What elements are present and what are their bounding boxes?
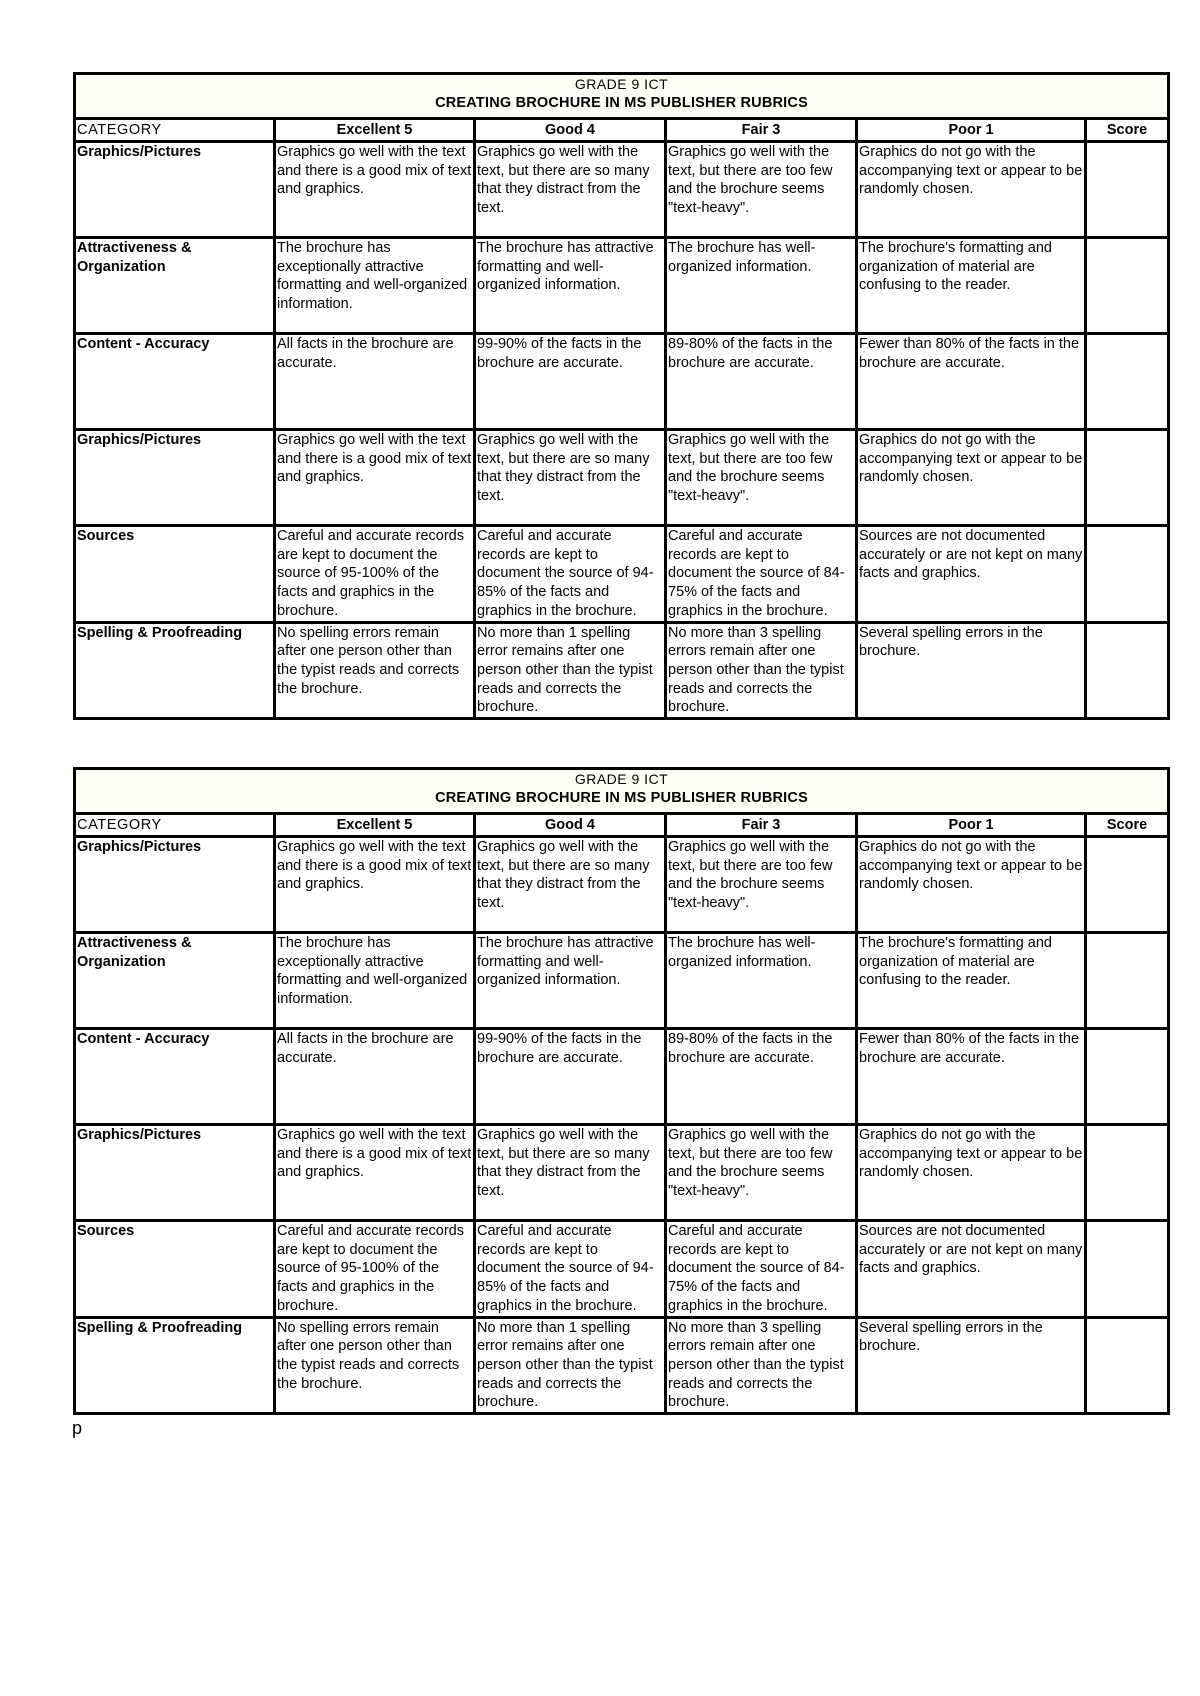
descriptor-poor: The brochure's formatting and organization of material are confusing to the reader.: [857, 238, 1086, 334]
descriptor-fair: Careful and accurate records are kept to document the source of 84-75% of the facts and graphics in the brochure.: [666, 1221, 857, 1318]
descriptor-poor: Graphics do not go with the accompanying text or appear to be randomly chosen.: [857, 837, 1086, 933]
criterion-label: Graphics/Pictures: [75, 837, 275, 933]
descriptor-poor: Fewer than 80% of the facts in the brochure are accurate.: [857, 334, 1086, 430]
descriptor-good: 99-90% of the facts in the brochure are accurate.: [475, 1029, 666, 1125]
category-header: CATEGORY: [75, 814, 275, 837]
score-cell[interactable]: [1086, 334, 1169, 430]
criterion-label: Spelling & Proofreading: [75, 622, 275, 719]
criterion-label: Graphics/Pictures: [75, 430, 275, 526]
descriptor-excellent: Graphics go well with the text and there is a good mix of text and graphics.: [275, 430, 475, 526]
table-row: [75, 334, 1169, 430]
table-row: [75, 1125, 1169, 1221]
score-cell[interactable]: [1086, 430, 1169, 526]
level-header-good: Good 4: [475, 814, 666, 837]
table-row: [75, 526, 1169, 623]
criterion-label: Content - Accuracy: [75, 334, 275, 430]
descriptor-poor: Sources are not documented accurately or are not kept on many facts and graphics.: [857, 1221, 1086, 1318]
descriptor-poor: Several spelling errors in the brochure.: [857, 1317, 1086, 1414]
criterion-label: Sources: [75, 526, 275, 623]
table-row: [75, 430, 1169, 526]
descriptor-good: Graphics go well with the text, but there are so many that they distract from the text.: [475, 430, 666, 526]
descriptor-excellent: All facts in the brochure are accurate.: [275, 334, 475, 430]
descriptor-excellent: Graphics go well with the text and there is a good mix of text and graphics.: [275, 1125, 475, 1221]
level-header-poor: Poor 1: [857, 814, 1086, 837]
descriptor-poor: Sources are not documented accurately or are not kept on many facts and graphics.: [857, 526, 1086, 623]
grade-line: GRADE 9 ICT: [574, 76, 669, 92]
descriptor-fair: 89-80% of the facts in the brochure are accurate.: [666, 1029, 857, 1125]
level-header-fair: Fair 3: [666, 814, 857, 837]
category-header: CATEGORY: [75, 119, 275, 142]
descriptor-fair: Graphics go well with the text, but there are too few and the brochure seems "text-heavy".: [666, 142, 857, 238]
descriptor-fair: No more than 3 spelling errors remain after one person other than the typist reads and corrects the brochure.: [666, 1317, 857, 1414]
score-cell[interactable]: [1086, 1125, 1169, 1221]
rubric-table-1: [73, 72, 1167, 720]
descriptor-excellent: Careful and accurate records are kept to document the source of 95-100% of the facts and graphics in the brochure.: [275, 1221, 475, 1318]
grade-line: GRADE 9 ICT: [574, 771, 669, 787]
descriptor-good: No more than 1 spelling error remains after one person other than the typist reads and corrects the brochure.: [475, 622, 666, 719]
descriptor-excellent: The brochure has exceptionally attractive formatting and well-organized information.: [275, 933, 475, 1029]
descriptor-excellent: Graphics go well with the text and there is a good mix of text and graphics.: [275, 142, 475, 238]
rubric-title-block: [75, 769, 1169, 814]
criterion-label: Spelling & Proofreading: [75, 1317, 275, 1414]
rubric-grid: [73, 72, 1170, 720]
criterion-label: Sources: [75, 1221, 275, 1318]
descriptor-fair: Careful and accurate records are kept to document the source of 84-75% of the facts and graphics in the brochure.: [666, 526, 857, 623]
descriptor-fair: Graphics go well with the text, but there are too few and the brochure seems "text-heavy".: [666, 1125, 857, 1221]
table-row: [75, 142, 1169, 238]
score-cell[interactable]: [1086, 1317, 1169, 1414]
descriptor-poor: Fewer than 80% of the facts in the brochure are accurate.: [857, 1029, 1086, 1125]
descriptor-good: 99-90% of the facts in the brochure are accurate.: [475, 334, 666, 430]
score-cell[interactable]: [1086, 1029, 1169, 1125]
descriptor-excellent: Careful and accurate records are kept to document the source of 95-100% of the facts and graphics in the brochure.: [275, 526, 475, 623]
descriptor-fair: Graphics go well with the text, but there are too few and the brochure seems "text-heavy".: [666, 430, 857, 526]
score-cell[interactable]: [1086, 142, 1169, 238]
level-header-good: Good 4: [475, 119, 666, 142]
descriptor-good: Graphics go well with the text, but there are so many that they distract from the text.: [475, 1125, 666, 1221]
criterion-label: Graphics/Pictures: [75, 142, 275, 238]
descriptor-fair: No more than 3 spelling errors remain after one person other than the typist reads and corrects the brochure.: [666, 622, 857, 719]
descriptor-fair: Graphics go well with the text, but there are too few and the brochure seems "text-heavy".: [666, 837, 857, 933]
table-row: [75, 1221, 1169, 1318]
descriptor-fair: 89-80% of the facts in the brochure are accurate.: [666, 334, 857, 430]
table-row: [75, 1029, 1169, 1125]
criterion-label: Attractiveness & Organization: [75, 238, 275, 334]
descriptor-poor: The brochure's formatting and organization of material are confusing to the reader.: [857, 933, 1086, 1029]
rubric-title: CREATING BROCHURE IN MS PUBLISHER RUBRICS: [435, 94, 808, 111]
score-cell[interactable]: [1086, 933, 1169, 1029]
descriptor-excellent: The brochure has exceptionally attractive formatting and well-organized information.: [275, 238, 475, 334]
descriptor-good: Graphics go well with the text, but there are so many that they distract from the text.: [475, 837, 666, 933]
footer-text: p: [72, 1418, 83, 1438]
descriptor-good: Graphics go well with the text, but there are so many that they distract from the text.: [475, 142, 666, 238]
score-cell[interactable]: [1086, 622, 1169, 719]
score-header: Score: [1086, 814, 1169, 837]
level-header-excellent: Excellent 5: [275, 814, 475, 837]
score-cell[interactable]: [1086, 1221, 1169, 1318]
table-row: [75, 622, 1169, 719]
descriptor-excellent: No spelling errors remain after one person other than the typist reads and corrects the brochure.: [275, 1317, 475, 1414]
descriptor-good: The brochure has attractive formatting and well-organized information.: [475, 238, 666, 334]
table-row: [75, 933, 1169, 1029]
rubric-table-2: [73, 767, 1167, 1415]
table-row: [75, 238, 1169, 334]
descriptor-poor: Graphics do not go with the accompanying text or appear to be randomly chosen.: [857, 142, 1086, 238]
score-cell[interactable]: [1086, 837, 1169, 933]
score-cell[interactable]: [1086, 526, 1169, 623]
descriptor-poor: Graphics do not go with the accompanying text or appear to be randomly chosen.: [857, 430, 1086, 526]
table-row: [75, 1317, 1169, 1414]
rubric-title-block: [75, 74, 1169, 119]
level-header-fair: Fair 3: [666, 119, 857, 142]
rubric-grid: [73, 767, 1170, 1415]
level-header-excellent: Excellent 5: [275, 119, 475, 142]
criterion-label: Content - Accuracy: [75, 1029, 275, 1125]
descriptor-fair: The brochure has well-organized information.: [666, 238, 857, 334]
descriptor-poor: Several spelling errors in the brochure.: [857, 622, 1086, 719]
descriptor-fair: The brochure has well-organized information.: [666, 933, 857, 1029]
descriptor-poor: Graphics do not go with the accompanying text or appear to be randomly chosen.: [857, 1125, 1086, 1221]
descriptor-good: No more than 1 spelling error remains after one person other than the typist reads and corrects the brochure.: [475, 1317, 666, 1414]
descriptor-good: Careful and accurate records are kept to document the source of 94-85% of the facts and graphics in the brochure.: [475, 1221, 666, 1318]
table-row: [75, 837, 1169, 933]
descriptor-excellent: No spelling errors remain after one person other than the typist reads and corrects the brochure.: [275, 622, 475, 719]
score-cell[interactable]: [1086, 238, 1169, 334]
descriptor-excellent: All facts in the brochure are accurate.: [275, 1029, 475, 1125]
descriptor-excellent: Graphics go well with the text and there is a good mix of text and graphics.: [275, 837, 475, 933]
score-header: Score: [1086, 119, 1169, 142]
descriptor-good: The brochure has attractive formatting and well-organized information.: [475, 933, 666, 1029]
level-header-poor: Poor 1: [857, 119, 1086, 142]
descriptor-good: Careful and accurate records are kept to document the source of 94-85% of the facts and graphics in the brochure.: [475, 526, 666, 623]
criterion-label: Attractiveness & Organization: [75, 933, 275, 1029]
criterion-label: Graphics/Pictures: [75, 1125, 275, 1221]
rubric-title: CREATING BROCHURE IN MS PUBLISHER RUBRICS: [435, 789, 808, 806]
